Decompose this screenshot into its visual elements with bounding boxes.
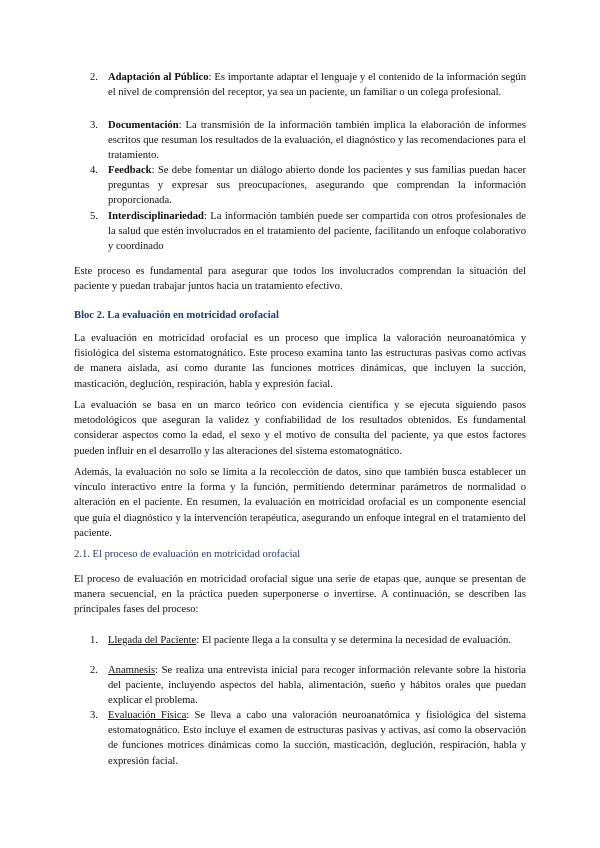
list-number: 3. xyxy=(90,120,98,131)
list-term: Evaluación Física xyxy=(108,710,187,721)
list-text xyxy=(108,708,526,769)
section-heading: Bloc 2. La evaluación en motricidad orofacial xyxy=(74,310,279,321)
list-text xyxy=(108,209,526,255)
list-description: : El paciente llega a la consulta y se determina la necesidad de evaluación. xyxy=(196,635,511,646)
list-term: Anamnesis xyxy=(108,665,156,676)
list-number: 3. xyxy=(90,710,98,721)
subsection-heading: 2.1. El proceso de evaluación en motricidad orofacial xyxy=(74,549,301,560)
summary-paragraph: Este proceso es fundamental para asegurar que todos los involucrados comprendan la situación del paciente y puedan trabajar juntos hacia un tratamiento efectivo. xyxy=(74,266,526,293)
list-description: : Es importante adaptar el lenguaje y el contenido de la información según el nivel de comprensión del receptor, ya sea un paciente, un familiar o un colega profesional. xyxy=(108,72,526,99)
list-number: 2. xyxy=(90,72,98,83)
list-description: : Se lleva a cabo una valoración neuroanatómica y fisiológica del sistema estomatognático. Esto incluye el examen de estructuras pasivas y activas, así como la observación de funciones motrices dinámicas como la succión, masticación, deglución, respiración, habla y expresión facial. xyxy=(108,710,527,767)
list-text xyxy=(108,163,526,209)
list-text xyxy=(108,633,526,648)
list-text xyxy=(108,118,526,164)
list-term: Llegada del Paciente xyxy=(108,635,197,646)
list-description: : La transmisión de la información también implica la elaboración de informes escritos que resuman los resultados de la evaluación, el diagnóstico y las recomendaciones para el tratamiento. xyxy=(108,120,526,162)
list-text xyxy=(108,663,526,709)
list-number: 2. xyxy=(90,665,98,676)
list-term: Interdisciplinariedad xyxy=(108,211,204,222)
paragraph-3: Además, la evaluación no solo se limita a la recolección de datos, sino que también busca establecer un vínculo interactivo entre la forma y la función, permitiendo determinar parámetros de normalidad o alteración en el paciente. En resumen, la evaluación en motricidad orofacial es un componente esencial que guía el diagnóstico y la intervención terapéutica, asegurando un enfoque integral en el tratamiento del paciente. xyxy=(74,467,526,539)
list-number: 5. xyxy=(90,211,98,222)
list-description: : Se debe fomentar un diálogo abierto donde los pacientes y sus familias puedan hacer preguntas y expresar sus preocupaciones, asegurando que comprendan la información proporcionada. xyxy=(108,165,526,207)
list-term: Documentación xyxy=(108,120,179,131)
paragraph-1: La evaluación en motricidad orofacial es un proceso que implica la valoración neuroanatómica y fisiológica del sistema estomatognático. Este proceso examina tanto las estructuras pasivas como activas de manera aislada, así como durante las funciones motrices dinámicas, que incluyen la succión, masticación, deglución, respiración, habla y expresión facial. xyxy=(74,333,526,390)
list-description: : Se realiza una entrevista inicial para recoger información relevante sobre la historia del paciente, incluyendo aspectos del habla, alimentación, sueño y hábitos orales que puedan explicar el problema. xyxy=(108,665,526,707)
paragraph-2: La evaluación se basa en un marco teórico con evidencia científica y se ejecuta siguiendo pasos metodológicos que aseguran la validez y confiabilidad de los resultados obtenidos. Es fundamental considerar aspectos como la edad, el sexo y el motivo de consulta del paciente, ya que estos factores pueden influir en el desarrollo y las alteraciones del sistema estomatognático. xyxy=(74,400,526,457)
list-term: Adaptación al Público xyxy=(108,72,209,83)
list-number: 4. xyxy=(90,165,98,176)
list-number: 1. xyxy=(90,635,98,646)
list-text xyxy=(108,70,526,100)
paragraph-4: El proceso de evaluación en motricidad orofacial sigue una serie de etapas que, aunque se presentan de manera secuencial, en la práctica pueden superponerse o invertirse. A continuación, se describen las principales fases del proceso: xyxy=(74,574,526,616)
list-term: Feedback xyxy=(108,165,152,176)
list-description: : La información también puede ser compartida con otros profesionales de la salud que estén involucrados en el tratamiento del paciente, facilitando un enfoque colaborativo y coordinado xyxy=(108,211,526,253)
